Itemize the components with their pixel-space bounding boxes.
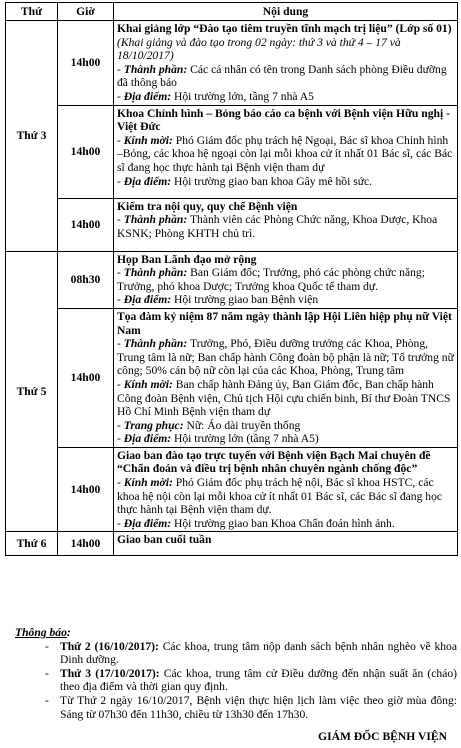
- event-content-cell: [114, 251, 458, 308]
- event-detail-line: - Địa điểm: Hội trường giao ban khoa Gây mê hồi sức.: [117, 174, 373, 188]
- detail-label: Kính mời:: [123, 476, 173, 490]
- notice-item-label: Thứ 3 (17/10/2017):: [60, 666, 160, 680]
- event-detail-line: - Địa điểm: Hội trường lớn, tầng 7 nhà A5: [117, 89, 314, 103]
- event-title-note: (Khai giảng và đào tạo trong 02 ngày: thứ 3 và thứ 4 – 17 và 18/10/2017): [117, 35, 401, 63]
- event-title-block: [117, 22, 455, 63]
- detail-label: Thành phần:: [123, 213, 188, 227]
- event-content-cell: [114, 447, 458, 532]
- event-content-cell: [114, 21, 458, 106]
- event-detail-line: - Địa điểm: Hội trường giao ban Bệnh viện: [117, 293, 319, 307]
- event-detail-line: - Kính mời: Phó Giám đốc phụ trách hệ Ngoại, Bác sĩ khoa Chỉnh hình –Bỏng, các khoa hệ ngoại còn lại mỗi khoa cử ít nhất 01 Bác sĩ, các Bác sĩ đang học thực hành tại Bệnh viện tham dự: [117, 133, 453, 174]
- notice-item-text: Các khoa, trung tâm cử Điều dưỡng đến nhận suất ăn (cháo) theo địa điểm và thời gian quy định.: [60, 666, 457, 694]
- table-row: [6, 251, 458, 308]
- event-title: Giao ban đào tạo trực tuyến với Bệnh viện Bạch Mai chuyên đề “Chẩn đoán và điều trị bệnh nhân chuyên ngành chống độc”: [117, 448, 431, 476]
- detail-text: Các cá nhân có tên trong Danh sách phòng Điều dưỡng đã thông báo: [117, 62, 447, 90]
- day-cell: Thứ 5: [6, 251, 58, 532]
- detail-text: Hội trường giao ban Bệnh viện: [174, 293, 319, 307]
- detail-text: Thành viên các Phòng Chức năng, Khoa Dược, Khoa KSNK; Phòng KHTH chủ trì.: [117, 213, 438, 240]
- notice-list: [5, 640, 457, 722]
- notice-heading: [5, 626, 457, 640]
- detail-label: Trang phục:: [123, 418, 184, 432]
- detail-label: Địa điểm:: [123, 174, 172, 188]
- table-row: [6, 308, 458, 447]
- event-detail-line: - Thành phần: Các cá nhân có tên trong Danh sách phòng Điều dưỡng đã thông báo: [117, 62, 447, 90]
- detail-text: Ban chấp hành Đảng ủy, Ban Giám đốc, Ban chấp hành Công đoàn Bệnh viện, Chủ tịch Hội cựu chiến binh, Bí thư Đoàn TNCS Hồ Chí Minh Bệnh viện tham dự: [117, 377, 451, 419]
- table-header-row: [6, 3, 458, 21]
- detail-text: Phó Giám đốc phụ trách hệ nội, Bác sĩ khoa HSTC, các khoa hệ nội còn lại mỗi khoa cử ít nhất 01 Bác sĩ, các Bác sĩ đang học thực hành tại Bệnh viện tham dự.: [117, 476, 443, 517]
- detail-label: Kính mời:: [123, 133, 173, 147]
- time-cell: 14h00: [58, 105, 114, 198]
- event-content-cell: [114, 105, 458, 198]
- weekly-schedule-table: [5, 2, 458, 556]
- detail-label: Thành phần:: [123, 62, 188, 76]
- event-title: Kiểm tra nội quy, quy chế Bệnh viện: [117, 199, 298, 213]
- table-row: [6, 447, 458, 532]
- time-cell: 14h00: [58, 308, 114, 447]
- time-cell: 14h00: [58, 532, 114, 556]
- schedule-body: [6, 21, 458, 556]
- signature: GIÁM ĐỐC BỆNH VIỆN: [318, 730, 447, 743]
- event-detail-line: - Kính mời: Phó Giám đốc phụ trách hệ nội, Bác sĩ khoa HSTC, các khoa hệ nội còn lại mỗi khoa cử ít nhất 01 Bác sĩ, các Bác sĩ đang học thực hành tại Bệnh viện tham dự.: [117, 476, 443, 517]
- event-detail-line: - Thành phần: Trưởng, Phó, Điều dưỡng trưởng các Khoa, Phòng, Trung tâm là nữ; Ban chấp hành Công đoàn bộ phận là nữ; Tổ trưởng nữ công; 50% cán bộ nữ còn lại của các Khoa, Phòng, Trung tâm: [117, 337, 454, 378]
- notice-title-text: Thông báo: [15, 626, 67, 639]
- event-detail-line: - Thành phần: Ban Giám đốc; Trưởng, phó các phòng chức năng; Trưởng, phó khoa Dược; Trưởng khoa Quốc tế tham dự.: [117, 266, 425, 293]
- header-time: Giờ: [58, 3, 114, 21]
- table-row: [6, 532, 458, 556]
- detail-text: Hội trường giao ban Khoa Chẩn đoán hình ảnh.: [174, 516, 395, 530]
- detail-text: Hội trường lớn (tầng 7 nhà A5): [174, 432, 319, 446]
- event-title-block: [117, 533, 455, 547]
- detail-label: Kính mời:: [123, 377, 173, 391]
- event-title: Khai giảng lớp “Đào tạo tiêm truyền tĩnh mạch trị liệu” (Lớp số 01): [117, 22, 452, 35]
- time-cell: 14h00: [58, 21, 114, 106]
- time-cell: 14h00: [58, 198, 114, 251]
- event-content-cell: [114, 198, 458, 251]
- detail-label: Địa điểm:: [123, 89, 172, 103]
- event-title-block: [117, 200, 455, 214]
- notice-item-text: Từ Thứ 2 ngày 16/10/2017, Bệnh viện thực hiện lịch làm việc theo giờ mùa đông: Sáng từ 07h30 đến 11h30, chiều từ 13h30 đến 17h30.: [60, 693, 457, 721]
- detail-label: Địa điểm:: [123, 432, 172, 446]
- notice-item-label: Thứ 2 (16/10/2017):: [60, 639, 159, 653]
- table-row: [6, 105, 458, 198]
- notice-item-text: Các khoa, trung tâm nộp danh sách bệnh nhân nghèo về khoa Dinh dưỡng.: [60, 639, 457, 667]
- event-detail-line: - Trang phục: Nữ: Áo dài truyền thống: [117, 418, 301, 432]
- detail-text: Trưởng, Phó, Điều dưỡng trưởng các Khoa, Phòng, Trung tâm là nữ; Ban chấp hành Công đoàn bộ phận là nữ; Tổ trưởng nữ công; 50% cán bộ nữ còn lại của các Khoa, Phòng, Trung tâm: [117, 337, 454, 378]
- event-title: Tọa đàm kỷ niệm 87 năm ngày thành lập Hội Liên hiệp phụ nữ Việt Nam: [117, 309, 452, 337]
- notice-section: [5, 626, 457, 721]
- detail-label: Thành phần:: [123, 337, 188, 351]
- event-title-block: [117, 310, 455, 337]
- event-title: Họp Ban Lãnh đạo mở rộng: [117, 252, 257, 266]
- detail-label: Địa điểm:: [123, 293, 172, 307]
- event-detail-line: - Địa điểm: Hội trường lớn (tầng 7 nhà A5): [117, 432, 319, 446]
- notice-item: - Từ Thứ 2 ngày 16/10/2017, Bệnh viện thực hiện lịch làm việc theo giờ mùa đông: Sáng từ 07h30 đến 11h30, chiều từ 13h30 đến 17h30.: [45, 693, 457, 721]
- notice-item: - Thứ 3 (17/10/2017): Các khoa, trung tâm cử Điều dưỡng đến nhận suất ăn (cháo) theo địa điểm và thời gian quy định.: [45, 666, 457, 694]
- event-content-cell: [114, 532, 458, 556]
- detail-label: Địa điểm:: [123, 516, 172, 530]
- header-content: Nội dung: [114, 3, 458, 21]
- event-detail-line: - Thành phần: Thành viên các Phòng Chức năng, Khoa Dược, Khoa KSNK; Phòng KHTH chủ trì.: [117, 213, 438, 240]
- event-title: Giao ban cuối tuần: [117, 533, 212, 547]
- detail-text: Nữ: Áo dài truyền thống: [186, 418, 301, 432]
- detail-label: Thành phần:: [123, 266, 188, 280]
- event-content-cell: [114, 308, 458, 447]
- notice-title-colon: :: [66, 626, 71, 639]
- detail-text: Phó Giám đốc phụ trách hệ Ngoại, Bác sĩ khoa Chỉnh hình –Bỏng, các khoa hệ ngoại còn lại mỗi khoa cử ít nhất 01 Bác sĩ, các Bác sĩ đang học thực hành tại Bệnh viện tham dự: [117, 133, 453, 174]
- day-cell: Thứ 3: [6, 21, 58, 252]
- detail-text: Hội trường lớn, tầng 7 nhà A5: [174, 89, 314, 103]
- event-title-block: [117, 449, 455, 476]
- time-cell: 14h00: [58, 447, 114, 532]
- table-row: [6, 21, 458, 106]
- detail-text: Ban Giám đốc; Trưởng, phó các phòng chức năng; Trưởng, phó khoa Dược; Trưởng khoa Quốc tế tham dự.: [117, 266, 425, 293]
- time-cell: 08h30: [58, 251, 114, 308]
- event-title-block: [117, 253, 455, 267]
- event-detail-line: - Địa điểm: Hội trường giao ban Khoa Chẩn đoán hình ảnh.: [117, 516, 395, 530]
- header-day: Thứ: [6, 3, 58, 21]
- detail-text: Hội trường giao ban khoa Gây mê hồi sức.: [174, 174, 373, 188]
- event-title: Khoa Chỉnh hình – Bỏng báo cáo ca bệnh với Bệnh viện Hữu nghị - Việt Đức: [117, 106, 450, 134]
- table-row: [6, 198, 458, 251]
- notice-item: - Thứ 2 (16/10/2017): Các khoa, trung tâm nộp danh sách bệnh nhân nghèo về khoa Dinh dưỡng.: [45, 639, 457, 667]
- event-title-block: [117, 107, 455, 134]
- day-cell: Thứ 6: [6, 532, 58, 556]
- event-detail-line: - Kính mời: Ban chấp hành Đảng ủy, Ban Giám đốc, Ban chấp hành Công đoàn Bệnh viện, Chủ tịch Hội cựu chiến binh, Bí thư Đoàn TNCS Hồ Chí Minh Bệnh viện tham dự: [117, 377, 451, 419]
